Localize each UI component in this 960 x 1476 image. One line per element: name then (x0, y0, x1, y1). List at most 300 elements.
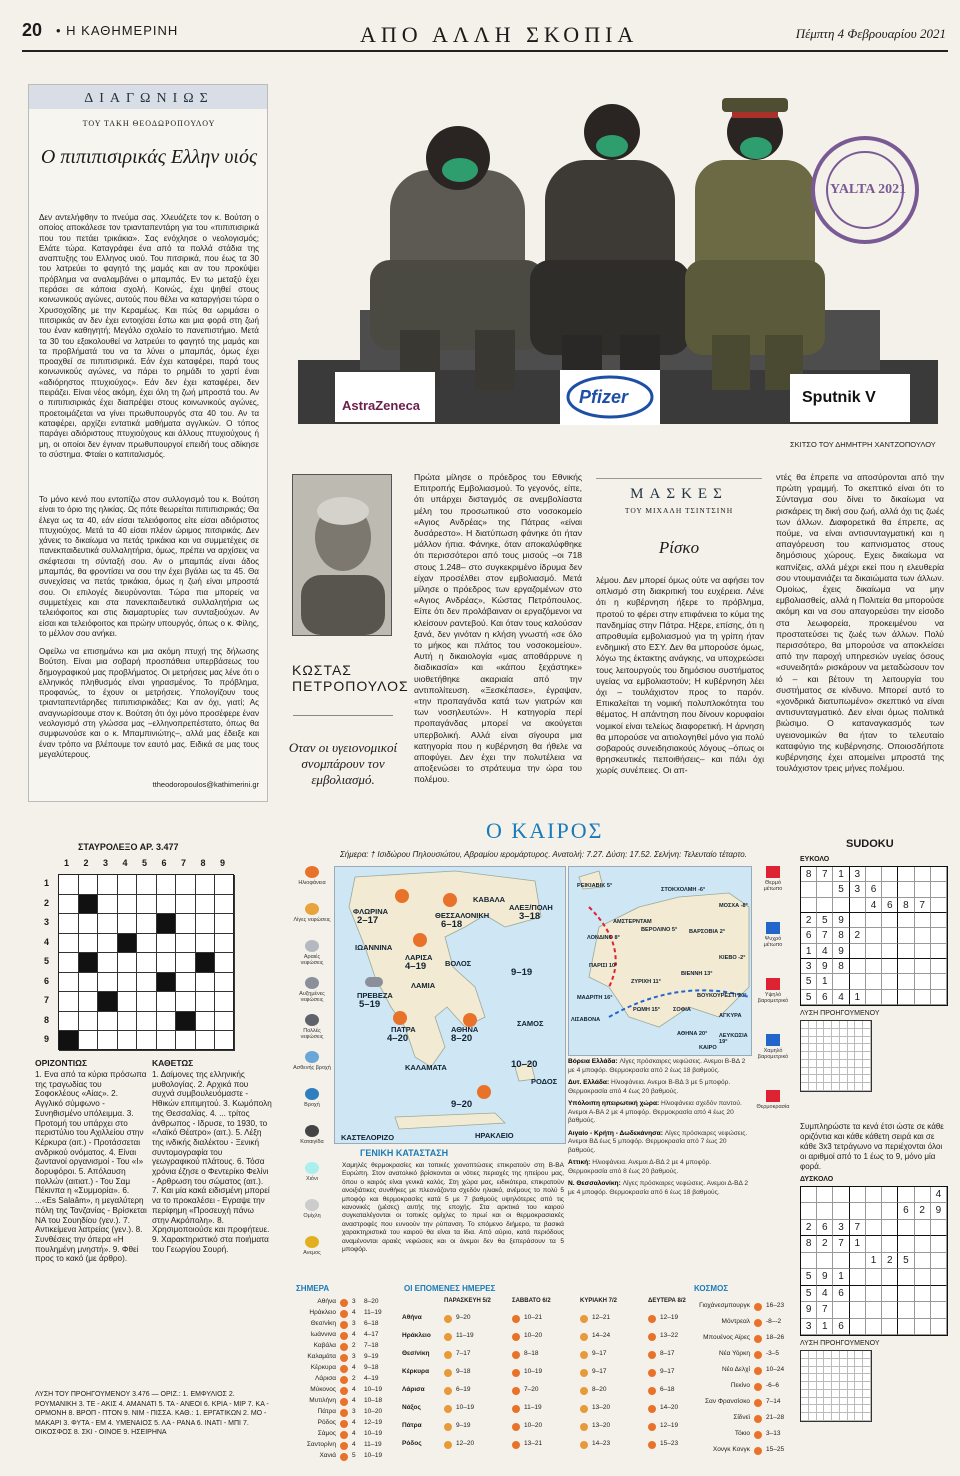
forecast-temp: 14–23 (592, 1440, 611, 1447)
forecast-city: Ρόδος (402, 1440, 422, 1447)
sudoku-cell[interactable]: 4 (931, 1187, 947, 1203)
sudoku-solution-cell (848, 1037, 856, 1045)
sudoku-cell[interactable]: 8 (833, 959, 849, 974)
crossword-cell[interactable] (215, 914, 235, 934)
crossword-cell[interactable] (98, 875, 118, 895)
sudoku-cell[interactable] (931, 1286, 947, 1302)
sudoku-cell[interactable] (915, 1220, 931, 1236)
sudoku-easy-grid[interactable] (800, 866, 948, 1006)
sudoku-cell[interactable] (882, 928, 898, 943)
forecast-temp: 10–19 (524, 1368, 543, 1375)
sudoku-cell[interactable] (898, 928, 914, 943)
sudoku-cell[interactable]: 3 (850, 867, 866, 882)
sudoku-cell[interactable]: 3 (850, 882, 866, 897)
sun-icon (340, 1299, 348, 1307)
sudoku-cell[interactable] (915, 867, 931, 882)
sudoku-cell[interactable] (801, 1187, 817, 1203)
sudoku-cell[interactable]: 6 (833, 1319, 849, 1335)
wind-beaufort: 3 (352, 1298, 356, 1305)
sudoku-cell[interactable]: 1 (833, 1269, 849, 1285)
sudoku-cell[interactable] (882, 1302, 898, 1318)
forecast-temp: 12–19 (660, 1314, 679, 1321)
sudoku-solution-cell (863, 1351, 871, 1359)
crossword-cell[interactable] (157, 934, 177, 954)
sudoku-cell[interactable] (898, 944, 914, 959)
sudoku-cell[interactable] (898, 1220, 914, 1236)
sudoku-cell[interactable] (931, 959, 947, 974)
sudoku-cell[interactable] (882, 1236, 898, 1252)
author-email[interactable]: ttheodoropoulos@kathimerini.gr (152, 780, 259, 789)
sudoku-cell[interactable]: 9 (801, 1302, 817, 1318)
crossword-cell[interactable] (196, 895, 216, 915)
sudoku-cell[interactable] (882, 913, 898, 928)
sudoku-cell[interactable] (915, 1253, 931, 1269)
crossword-cell[interactable] (98, 953, 118, 973)
crossword-cell[interactable] (176, 953, 196, 973)
sudoku-cell[interactable]: 5 (833, 882, 849, 897)
sudoku-cell[interactable] (882, 944, 898, 959)
crossword-cell[interactable] (137, 1031, 157, 1051)
sudoku-hard-label: ΔΥΣΚΟΛΟ (800, 1176, 834, 1183)
legend-label: Ασθενής βροχή (293, 1065, 331, 1071)
crossword-cell[interactable] (157, 875, 177, 895)
sun-icon (512, 1423, 520, 1431)
crossword-cell[interactable] (196, 1012, 216, 1032)
sudoku-cell[interactable] (850, 944, 866, 959)
sudoku-cell[interactable] (915, 944, 931, 959)
crossword-black-cell (118, 934, 138, 954)
sudoku-cell[interactable]: 8 (801, 1236, 817, 1252)
sudoku-cell[interactable] (866, 974, 882, 989)
sudoku-cell[interactable]: 1 (866, 1253, 882, 1269)
sudoku-cell[interactable] (850, 913, 866, 928)
sudoku-cell[interactable] (882, 867, 898, 882)
forecast-temp: 9–17 (592, 1350, 607, 1357)
sudoku-cell[interactable] (931, 1220, 947, 1236)
sudoku-cell[interactable]: 9 (833, 944, 849, 959)
sudoku-cell[interactable] (898, 867, 914, 882)
sudoku-cell[interactable] (898, 1319, 914, 1335)
sudoku-cell[interactable] (833, 1302, 849, 1318)
sudoku-cell[interactable] (915, 990, 931, 1005)
sudoku-cell[interactable] (801, 882, 817, 897)
sudoku-cell[interactable] (882, 1286, 898, 1302)
sudoku-cell[interactable] (915, 1236, 931, 1252)
crossword-cell[interactable] (79, 934, 99, 954)
sudoku-solution-cell (801, 1044, 809, 1052)
crossword-cell[interactable] (79, 875, 99, 895)
crossword-cell[interactable] (59, 875, 79, 895)
sudoku-cell[interactable] (931, 1319, 947, 1335)
crossword-cell[interactable] (215, 895, 235, 915)
sudoku-solution-cell (855, 1382, 863, 1390)
crossword-cell[interactable] (79, 1012, 99, 1032)
sudoku-cell[interactable]: 9 (817, 959, 833, 974)
sudoku-cell[interactable] (850, 959, 866, 974)
sudoku-cell[interactable] (931, 882, 947, 897)
crossword-cell[interactable] (176, 914, 196, 934)
sudoku-solution-cell (824, 1374, 832, 1382)
crossword-cell[interactable] (215, 992, 235, 1012)
crossword-row-number: 7 (44, 995, 50, 1005)
sudoku-cell[interactable] (866, 1203, 882, 1219)
sudoku-cell[interactable] (898, 974, 914, 989)
column-paragraph: Οφείλω να επισημάνω και μια ακόμη πτυχή της δήλωσης Βούτση. Είναι μια σοβαρή προσπάθεια υπερβάσεως του δημογραφικού μας προβλήματος. Οι μετρήσεις μας λένε ότι ο ελληνικός πληθυσμός είναι γηρασμένος. Το πρόβλημα, προφανώς, το έχουν οι μετρήσεις. Υπολογίζουν τους τριανταπεντάρηδες πιπιπισιρικάδες; Και αν όχι, γιατί; Ας αναγνωρίσουμε στον κ. Βούτση ότι όχι μόνο προσέφερε έναν νεολογισμό στη γλώσσα μας –ελληνοπρεπέστατο, όπως θα συμφωνούσε και ο κ. Μπαμπινιώτης–, αλλά μας έδειξε και έναν τρόπο να βλέπουμε τον εαυτό μας. Ειδικά σε μας τους μεγαλύτερους. (39, 647, 259, 759)
section-title: ΑΠΟ ΑΛΛΗ ΣΚΟΠΙΑ (360, 22, 639, 47)
crossword-cell[interactable] (98, 973, 118, 993)
sudoku-cell[interactable]: 9 (817, 1269, 833, 1285)
crossword-cell[interactable] (196, 1031, 216, 1051)
sudoku-cell[interactable] (882, 882, 898, 897)
sudoku-cell[interactable] (866, 1220, 882, 1236)
temp-athens: 8–20 (451, 1033, 473, 1044)
sudoku-cell[interactable] (866, 959, 882, 974)
crossword-cell[interactable] (59, 934, 79, 954)
sudoku-cell[interactable]: 4 (817, 1286, 833, 1302)
sudoku-cell[interactable]: 1 (833, 867, 849, 882)
sudoku-cell[interactable]: 2 (801, 1220, 817, 1236)
crossword-cell[interactable] (118, 875, 138, 895)
sudoku-cell[interactable]: 4 (833, 990, 849, 1005)
sudoku-cell[interactable]: 2 (850, 928, 866, 943)
crossword-cell[interactable] (196, 934, 216, 954)
sudoku-cell[interactable]: 5 (817, 913, 833, 928)
crossword-cell[interactable] (137, 934, 157, 954)
crossword-cell[interactable] (79, 1031, 99, 1051)
sudoku-cell[interactable]: 2 (817, 1236, 833, 1252)
crossword-cell[interactable] (118, 1012, 138, 1032)
sudoku-cell[interactable] (915, 1269, 931, 1285)
sudoku-cell[interactable]: 6 (817, 990, 833, 1005)
crossword-cell[interactable] (196, 973, 216, 993)
sudoku-cell[interactable] (915, 1319, 931, 1335)
crossword-cell[interactable] (176, 895, 196, 915)
crossword-cell[interactable] (176, 992, 196, 1012)
sudoku-cell[interactable]: 6 (898, 1203, 914, 1219)
crossword-col-number: 3 (103, 858, 109, 868)
crossword-cell[interactable] (59, 992, 79, 1012)
sudoku-prev-label-2: ΛΥΣΗ ΠΡΟΗΓΟΥΜΕΝΟΥ (800, 1340, 880, 1347)
sudoku-cell[interactable] (931, 1253, 947, 1269)
sudoku-cell[interactable]: 1 (817, 1319, 833, 1335)
crossword-cell[interactable] (59, 973, 79, 993)
sudoku-cell[interactable] (898, 1187, 914, 1203)
legend-label: Αυξημένες νεφώσεις (299, 991, 325, 1003)
sudoku-cell[interactable] (931, 944, 947, 959)
crossword-cell[interactable] (176, 973, 196, 993)
sudoku-cell[interactable] (850, 1319, 866, 1335)
sudoku-cell[interactable]: 1 (817, 974, 833, 989)
sudoku-cell[interactable] (866, 867, 882, 882)
sudoku-cell[interactable]: 6 (833, 1286, 849, 1302)
sudoku-cell[interactable]: 4 (817, 944, 833, 959)
crossword-cell[interactable] (157, 992, 177, 1012)
crossword-cell[interactable] (215, 934, 235, 954)
crossword-cell[interactable] (196, 875, 216, 895)
forecast-temp: 9–17 (660, 1368, 675, 1375)
crossword-cell[interactable] (98, 895, 118, 915)
sudoku-cell[interactable] (850, 1302, 866, 1318)
sudoku-cell[interactable] (850, 974, 866, 989)
sudoku-cell[interactable] (817, 1187, 833, 1203)
crossword-cell[interactable] (215, 875, 235, 895)
crossword-cell[interactable] (137, 1012, 157, 1032)
brand-astrazeneca: AstraZeneca (342, 398, 421, 413)
sun-icon (512, 1351, 520, 1359)
sun-icon (580, 1441, 588, 1449)
sudoku-cell[interactable]: 3 (833, 1220, 849, 1236)
europe-city: ΚΙΕΒΟ -2° (719, 955, 746, 961)
sudoku-cell[interactable] (898, 1236, 914, 1252)
crossword-black-cell (98, 992, 118, 1012)
sudoku-cell[interactable] (866, 1319, 882, 1335)
crossword-cell[interactable] (215, 953, 235, 973)
column-title: ΔΙΑΓΩΝΙΩΣ (84, 91, 214, 106)
sudoku-cell[interactable]: 8 (898, 898, 914, 913)
crossword-cell[interactable] (118, 992, 138, 1012)
sudoku-cell[interactable] (850, 1187, 866, 1203)
sudoku-solution-cell (863, 1374, 871, 1382)
sudoku-cell[interactable]: 3 (801, 1319, 817, 1335)
crossword-cell[interactable] (118, 973, 138, 993)
sudoku-cell[interactable] (850, 898, 866, 913)
sudoku-cell[interactable] (898, 1286, 914, 1302)
sudoku-cell[interactable] (931, 898, 947, 913)
sudoku-cell[interactable]: 4 (866, 898, 882, 913)
sudoku-cell[interactable] (850, 1203, 866, 1219)
crossword-cell[interactable] (118, 1031, 138, 1051)
crossword-cell[interactable] (215, 973, 235, 993)
sudoku-cell[interactable] (931, 1236, 947, 1252)
sudoku-cell[interactable] (866, 928, 882, 943)
sun-icon (648, 1351, 656, 1359)
sudoku-cell[interactable] (898, 882, 914, 897)
sudoku-cell[interactable] (931, 867, 947, 882)
sudoku-cell[interactable] (882, 959, 898, 974)
sudoku-cell[interactable] (898, 959, 914, 974)
sudoku-cell[interactable]: 7 (817, 1302, 833, 1318)
sudoku-cell[interactable]: 1 (801, 944, 817, 959)
sun-icon (413, 933, 427, 947)
sudoku-cell[interactable] (882, 1269, 898, 1285)
sudoku-cell[interactable] (866, 913, 882, 928)
column-paragraph: Δεν αντελήφθην το πνεύμα σας. Χλευάζετε τον κ. Βούτση ο οποίος αποκάλεσε τον τριανταπεντάρη για του «πιπιπισιρικά που του πετάει τρικάκια». Σας ενόχλησε ο νεολογισμός; Ελάτε τώρα. Καταγράφει ένα από τα πολλά στάδια της αναπτυξης του Ελληνος υιού. Του πιτσιρικά, που έως τα 30 του λατρεύει το φαγητό της μαμάς και αν του προκύψει πρόβλημα να αναλαμβάνει ο μπαμπάς. Εν τω μεταξύ έχει περάσει σε κάποια σχολή. Κοινώς, έχει ψηθεί στους κοινωνικούς αγώνες, αυτούς που θέλει να καταργήσει τώρα ο Χρυσοχοΐδης με την Κεραμέως. Και πώς θα ωριμάσει ο πιτσιρικάς αν δεν έχει εντοιχίσει έστω και μια φορά στη ζωή του έναν καθηγητή; Μεγάλο σχολείο το πανεπιστήμιο. Μετά τα 30 του εξακολουθεί να λατρεύει το φαγητό της μαμάς και τα προβλήματά του να τα λύνει ο μπαμπάς, όμως έχει προαχθεί σε πιπιπισιρικά. Εάν έχει καταφέρει, παρά τους κοινωνικούς αγώνες, να πάρει το ρημάδι το χαρτί έναι «αδιόρηστος πτυχιούχος». Εάν δεν έχει καταφέρει, δεν πειράζει. Είναι νέος ακόμη, έχει όλη τη ζωή μπροστά του. Αν ο πιπιπισιρικάς έχει διαπρέψει στους κοινωνικούς αγώνες, προετοιμάζεται να γίνει πρωθυπουργός στα 40 του. Αν τα καταφέρει, αρχίζει εντατικά μαθήματα αγγλικών. Ο τόπος παράγει αδιόριστους πτυχιούχους και άλλους πτυχιούχους ή μη, οι οποίοι δεν έγιναν πρωθυπουργοί επειδή τους αδίκησε το σύστημα. Φταίει ο καπιταλισμός. (39, 213, 259, 459)
weather-symbol-icon (305, 940, 319, 952)
sudoku-cell[interactable]: 3 (801, 959, 817, 974)
sudoku-cell[interactable]: 2 (882, 1253, 898, 1269)
sudoku-cell[interactable] (866, 1187, 882, 1203)
sudoku-cell[interactable] (850, 1269, 866, 1285)
sudoku-cell[interactable] (882, 990, 898, 1005)
crossword-cell[interactable] (137, 992, 157, 1012)
sudoku-cell[interactable] (931, 928, 947, 943)
sudoku-cell[interactable] (915, 959, 931, 974)
sudoku-cell[interactable] (898, 990, 914, 1005)
sudoku-cell[interactable] (866, 1236, 882, 1252)
today-city: Ιωάννινα (310, 1331, 336, 1338)
sudoku-cell[interactable] (866, 990, 882, 1005)
crossword-cell[interactable] (176, 875, 196, 895)
sudoku-cell[interactable] (817, 1203, 833, 1219)
sudoku-solution-cell (840, 1351, 848, 1359)
crossword-cell[interactable] (59, 953, 79, 973)
sudoku-cell[interactable]: 8 (801, 867, 817, 882)
crossword-cell[interactable] (137, 953, 157, 973)
sudoku-solution-cell (832, 1374, 840, 1382)
sudoku-cell[interactable]: 7 (915, 898, 931, 913)
sudoku-cell[interactable] (915, 882, 931, 897)
sudoku-cell[interactable]: 5 (801, 974, 817, 989)
crossword-cell[interactable] (118, 953, 138, 973)
today-row (296, 1375, 390, 1386)
crossword-cell[interactable] (98, 1031, 118, 1051)
sudoku-cell[interactable] (882, 1203, 898, 1219)
sun-icon (477, 1085, 491, 1099)
sudoku-cell[interactable]: 5 (801, 990, 817, 1005)
sudoku-cell[interactable] (931, 1269, 947, 1285)
world-city: Μπουένος Αϊρες (703, 1334, 750, 1341)
crossword-black-cell (79, 895, 99, 915)
sudoku-solution-cell (832, 1075, 840, 1083)
europe-city: ΒΑΡΣΟΒΙΑ 2° (689, 929, 726, 935)
sudoku-cell[interactable]: 9 (833, 913, 849, 928)
crossword-cell[interactable] (215, 1031, 235, 1051)
sudoku-cell[interactable]: 6 (817, 1220, 833, 1236)
sudoku-cell[interactable]: 9 (931, 1203, 947, 1219)
sudoku-cell[interactable]: 8 (833, 928, 849, 943)
crossword-cell[interactable] (137, 914, 157, 934)
sudoku-cell[interactable] (801, 1253, 817, 1269)
sudoku-cell[interactable] (833, 1203, 849, 1219)
sudoku-cell[interactable] (931, 913, 947, 928)
sudoku-solution-cell (855, 1413, 863, 1421)
sudoku-cell[interactable] (833, 898, 849, 913)
city-kastelorizo: ΚΑΣΤΕΛΟΡΙΖΟ (341, 1133, 395, 1142)
sudoku-cell[interactable]: 7 (817, 928, 833, 943)
sudoku-cell[interactable] (915, 974, 931, 989)
sudoku-solution-cell (817, 1075, 825, 1083)
sudoku-cell[interactable] (817, 1253, 833, 1269)
sudoku-cell[interactable] (833, 1187, 849, 1203)
sudoku-cell[interactable]: 7 (833, 1236, 849, 1252)
crossword-cell[interactable] (196, 914, 216, 934)
sudoku-cell[interactable]: 2 (915, 1203, 931, 1219)
crossword-cell[interactable] (79, 914, 99, 934)
sudoku-cell[interactable]: 5 (898, 1253, 914, 1269)
sudoku-cell[interactable] (931, 990, 947, 1005)
crossword-grid[interactable] (58, 874, 234, 1050)
sudoku-cell[interactable] (898, 1269, 914, 1285)
sudoku-cell[interactable] (801, 898, 817, 913)
crossword-cell[interactable] (137, 875, 157, 895)
sudoku-cell[interactable] (915, 928, 931, 943)
sudoku-cell[interactable]: 1 (850, 990, 866, 1005)
sudoku-cell[interactable] (817, 898, 833, 913)
crossword-cell[interactable] (176, 1031, 196, 1051)
sudoku-cell[interactable] (898, 913, 914, 928)
crossword-cell[interactable] (157, 953, 177, 973)
sudoku-cell[interactable]: 5 (801, 1286, 817, 1302)
legend-label: Θερμό μέτωπο (763, 880, 783, 892)
crossword-cell[interactable] (118, 914, 138, 934)
crossword-cell[interactable] (137, 973, 157, 993)
sudoku-cell[interactable]: 6 (866, 882, 882, 897)
sudoku-hard-grid[interactable] (800, 1186, 948, 1336)
crossword-cell[interactable] (196, 992, 216, 1012)
sudoku-solution-cell (809, 1413, 817, 1421)
sudoku-cell[interactable] (931, 1302, 947, 1318)
crossword-cell[interactable] (98, 1012, 118, 1032)
europe-city: ΑΓΚΥΡΑ (719, 1013, 742, 1019)
general-status-title: ΓΕΝΙΚΗ ΚΑΤΑΣΤΑΣΗ (360, 1148, 449, 1158)
sudoku-cell[interactable] (801, 1203, 817, 1219)
wind-beaufort: 3 (352, 1353, 356, 1360)
masks-byline: ΤΟΥ ΜΙΧΑΛΗ ΤΣΙΝΤΣΙΝΗ (624, 506, 734, 515)
crossword-cell[interactable] (215, 1012, 235, 1032)
crossword-cell[interactable] (157, 1031, 177, 1051)
sun-icon (580, 1315, 588, 1323)
sudoku-cell[interactable] (833, 1253, 849, 1269)
sudoku-cell[interactable]: 7 (817, 867, 833, 882)
sudoku-cell[interactable] (882, 974, 898, 989)
sudoku-cell[interactable] (866, 1269, 882, 1285)
sudoku-cell[interactable] (882, 1187, 898, 1203)
weather-subtitle: Σήμερα: † Ισιδώρου Πηλουσιώτου, Αβραμίου ιερομάρτυρος. Ανατολή: 7.27. Δύση: 17.52. Σελήνη: Τελευταίο τέταρτο. (340, 850, 747, 859)
crossword-black-cell (196, 953, 216, 973)
legend-label: Ομίχλη (303, 1213, 321, 1219)
crossword-cell[interactable] (59, 914, 79, 934)
crossword-cell[interactable] (137, 895, 157, 915)
sudoku-cell[interactable] (866, 944, 882, 959)
sudoku-cell[interactable] (866, 1302, 882, 1318)
sudoku-cell[interactable]: 6 (882, 898, 898, 913)
crossword-cell[interactable] (98, 934, 118, 954)
sudoku-cell[interactable] (866, 1286, 882, 1302)
crossword-cell[interactable] (98, 914, 118, 934)
region-name: Υπόλοιπη ηπειρωτική χώρα: (568, 1100, 662, 1107)
sudoku-cell[interactable] (898, 1302, 914, 1318)
sudoku-cell[interactable] (931, 974, 947, 989)
sudoku-cell[interactable] (882, 1319, 898, 1335)
sudoku-cell[interactable] (833, 974, 849, 989)
sudoku-cell[interactable] (915, 1286, 931, 1302)
crossword-cell[interactable] (59, 1012, 79, 1032)
sudoku-cell[interactable] (915, 1187, 931, 1203)
crossword-cell[interactable] (176, 934, 196, 954)
masks-title: ΜΑΣΚΕΣ (630, 486, 728, 502)
crossword-cell[interactable] (79, 973, 99, 993)
sudoku-cell[interactable]: 7 (850, 1220, 866, 1236)
legend-label: Καταιγίδα (300, 1139, 324, 1145)
sudoku-cell[interactable] (850, 1286, 866, 1302)
today-row (296, 1331, 390, 1342)
crossword-cell[interactable] (79, 992, 99, 1012)
sudoku-cell[interactable] (915, 1302, 931, 1318)
crossword-cell[interactable] (157, 895, 177, 915)
sudoku-cell[interactable] (882, 1220, 898, 1236)
sudoku-cell[interactable]: 2 (801, 913, 817, 928)
sudoku-cell[interactable]: 6 (801, 928, 817, 943)
crossword-cell[interactable] (59, 895, 79, 915)
sudoku-cell[interactable]: 5 (801, 1269, 817, 1285)
today-temp: 10–19 (364, 1386, 383, 1393)
sudoku-cell[interactable] (915, 913, 931, 928)
sudoku-cell[interactable]: 1 (850, 1236, 866, 1252)
sudoku-cell[interactable] (817, 882, 833, 897)
crossword-cell[interactable] (118, 895, 138, 915)
sudoku-cell[interactable] (850, 1253, 866, 1269)
crossword-cell[interactable] (157, 1012, 177, 1032)
